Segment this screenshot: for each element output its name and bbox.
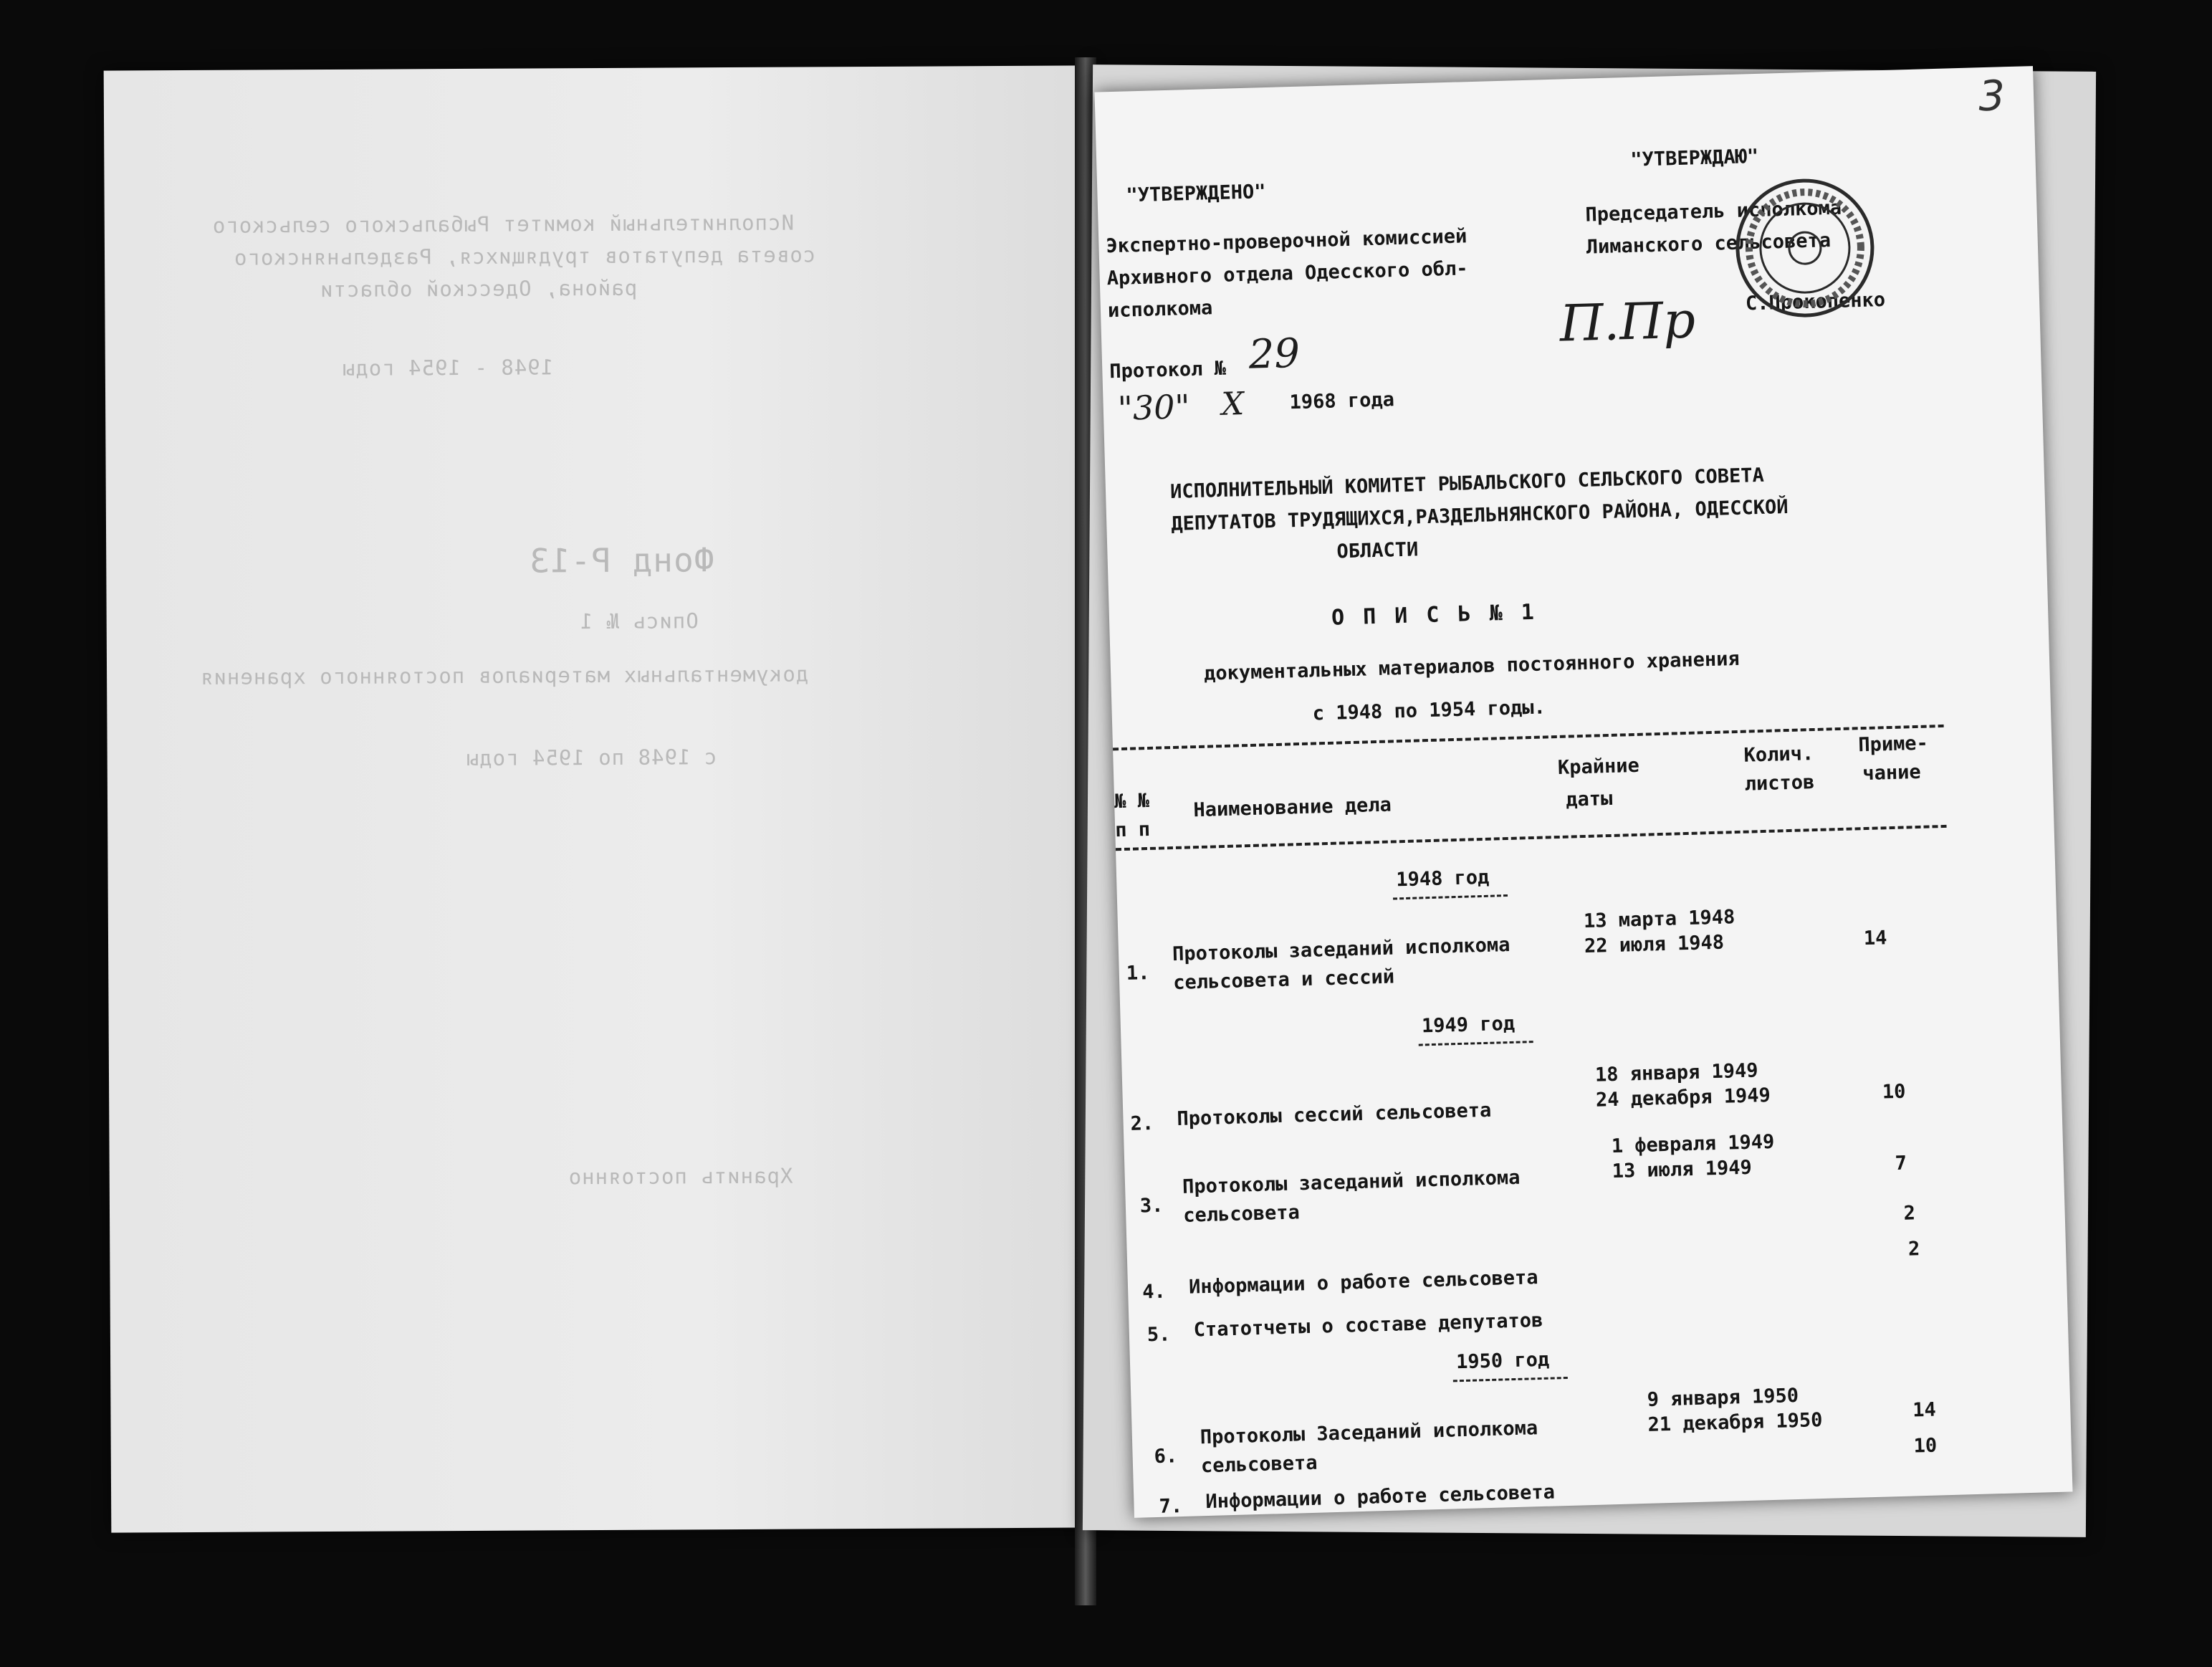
row-date-end: 13 июля 1949: [1612, 1156, 1753, 1183]
row-sheets: 7: [1895, 1152, 1907, 1175]
row-name: Информации о работе сельсовета: [1188, 1266, 1538, 1299]
row-number: 4.: [1141, 1280, 1167, 1304]
row-number: 1.: [1126, 962, 1150, 985]
header-note: чание: [1862, 760, 1922, 785]
ghost-text-line: 1948 - 1954 годы: [341, 355, 554, 381]
row-number: 3.: [1139, 1194, 1164, 1218]
ghost-text-line: документальных материалов постоянного хранения: [200, 661, 809, 689]
header-count: листов: [1744, 771, 1815, 796]
header-num: № №: [1114, 789, 1150, 813]
row-name: Информации о работе сельсовета: [1205, 1481, 1556, 1514]
row-name: Протоколы сессий сельсовета: [1177, 1099, 1492, 1131]
row-date-start: 9 января 1950: [1647, 1384, 1799, 1411]
row-sheets: 14: [1912, 1398, 1937, 1422]
inventory-period: с 1948 по 1954 годы.: [1312, 696, 1546, 725]
year-heading: 1949 год: [1421, 1012, 1516, 1038]
row-name: Протоколы заседаний исполкома: [1182, 1166, 1521, 1198]
header-num: п п: [1114, 818, 1151, 842]
row-sheets: 10: [1913, 1434, 1938, 1458]
signatory-name: С.Прокопенко: [1745, 288, 1886, 315]
title-line: ДЕПУТАТОВ ТРУДЯЩИХСЯ,РАЗДЕЛЬНЯНСКОГО РАЙОНА, ОДЕССКОЙ: [1170, 495, 1789, 535]
table-top-rule: [1113, 725, 1944, 750]
protocol-date-year: 1968 года: [1289, 388, 1395, 414]
year-heading: 1948 год: [1395, 866, 1490, 892]
row-name: Протоколы заседаний исполкома: [1172, 933, 1510, 966]
approve-line: Лиманского сельсовета: [1586, 229, 1832, 259]
row-number: 6.: [1154, 1445, 1178, 1468]
row-number: 2.: [1130, 1112, 1154, 1135]
row-date-start: 13 марта 1948: [1583, 906, 1735, 933]
row-sheets: 10: [1882, 1080, 1906, 1104]
approve-label: "УТВЕРЖДАЮ": [1629, 145, 1759, 171]
protocol-date-month: X: [1220, 386, 1245, 423]
protocol-number: 29: [1248, 330, 1301, 378]
year-underline: [1453, 1377, 1568, 1382]
row-name: сельсовета: [1182, 1201, 1301, 1227]
row-date-end: 22 июля 1948: [1584, 931, 1725, 958]
row-name: Протоколы Заседаний исполкома: [1200, 1417, 1538, 1449]
header-dates: даты: [1565, 787, 1613, 811]
row-sheets: 2: [1903, 1202, 1916, 1225]
approve-line: Председатель исполкома: [1585, 196, 1842, 226]
row-date-start: 1 февраля 1949: [1611, 1130, 1775, 1158]
ghost-text-line: совета депутатов трудящихся, Раздельнянского: [233, 242, 816, 270]
signature: П.Пр: [1559, 290, 1696, 353]
table-header-rule: [1116, 825, 1947, 851]
header-name: Наименование дела: [1193, 793, 1392, 822]
approved-label: "УТВЕРЖДЕНО": [1126, 181, 1266, 207]
header-count: Колич.: [1743, 742, 1814, 767]
header-note: Приме-: [1857, 732, 1929, 757]
year-underline: [1419, 1041, 1533, 1046]
ghost-text-line: с 1948 по 1954 годы: [465, 745, 717, 770]
left-page: [104, 65, 1097, 1532]
ghost-text-line: Опись № 1: [579, 608, 699, 634]
title-line: ОБЛАСТИ: [1336, 538, 1419, 563]
approved-line: Экспертно-проверочной комиссией: [1106, 225, 1468, 258]
ghost-text-line: Исполнительный комитет Рыбальского сельского: [211, 210, 795, 238]
row-name: сельсовета и сессий: [1172, 965, 1395, 995]
ghost-text-line: района, Одесской области: [320, 275, 638, 302]
row-number: 5.: [1146, 1323, 1171, 1347]
year-heading: 1950 год: [1455, 1348, 1550, 1374]
row-name: Статотчеты о составе депутатов: [1193, 1309, 1543, 1342]
row-number: 7.: [1159, 1495, 1183, 1518]
row-sheets: 14: [1863, 927, 1887, 950]
title-line: ИСПОЛНИТЕЛЬНЫЙ КОМИТЕТ РЫБАЛЬСКОГО СЕЛЬСКОГО СОВЕТА: [1169, 464, 1765, 503]
page-number: 3: [1978, 71, 2006, 121]
row-sheets: 2: [1907, 1238, 1920, 1261]
row-date-end: 21 декабря 1950: [1647, 1409, 1823, 1436]
protocol-label: Протокол №: [1109, 357, 1227, 383]
inventory-subtitle: документальных материалов постоянного хранения: [1203, 647, 1741, 685]
ghost-text-line: Хранить постоянно: [568, 1163, 793, 1190]
inventory-heading: О П И С Ь № 1: [1331, 599, 1538, 631]
year-underline: [1393, 894, 1508, 899]
approved-line: исполкома: [1107, 297, 1213, 323]
row-date-end: 24 декабря 1949: [1595, 1084, 1771, 1112]
seal-stamp-icon: [1731, 174, 1879, 322]
row-name: сельсовета: [1200, 1451, 1318, 1478]
approved-line: Архивного отдела Одесского обл-: [1106, 257, 1468, 290]
protocol-date-day: "30": [1117, 387, 1191, 428]
ghost-text-line: Фонд Р-13: [529, 540, 714, 581]
header-dates: Крайние: [1557, 754, 1640, 779]
document-page: [1094, 66, 2072, 1518]
row-date-start: 18 января 1949: [1594, 1059, 1758, 1086]
